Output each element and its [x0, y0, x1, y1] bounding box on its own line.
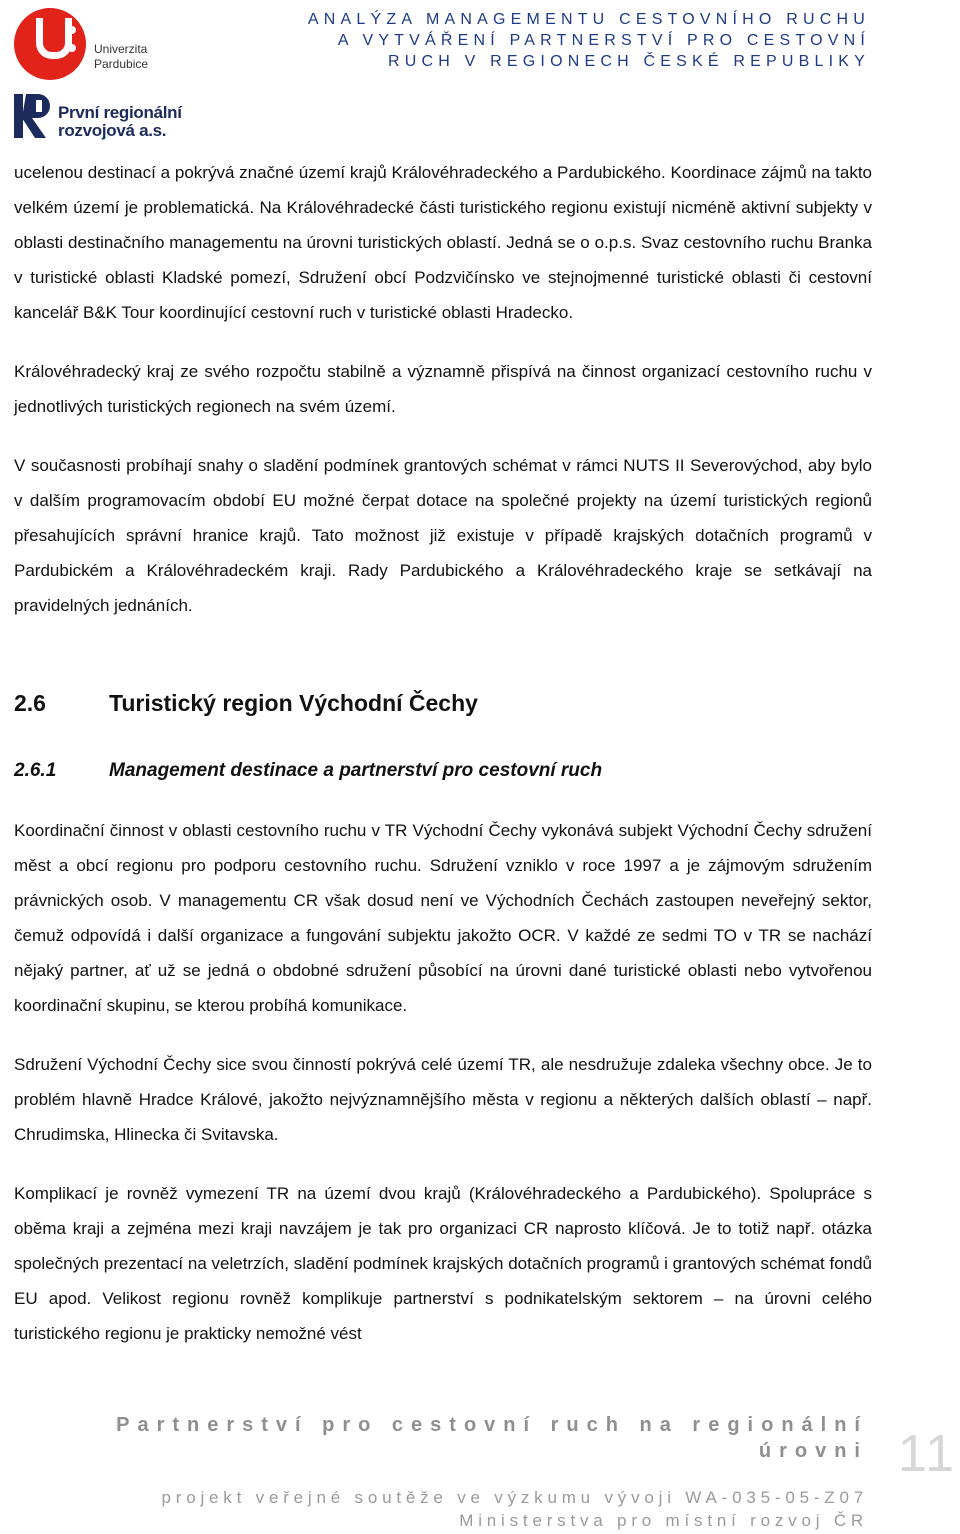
paragraph: ucelenou destinací a pokrývá značné území krajů Královéhradeckého a Pardubického. Koordinace zájmů na takto velkém území je problematická. Na Královéhradecké části turistického regionu existují nicméně aktivní subjekty v oblasti destinačního managementu na úrovni turistických oblastí. Jedná se o o.p.s. Svaz cestovního ruchu Branka v turistické oblasti Kladské pomezí, Sdružení obcí Podzvičínsko ve stejnojmenné turistické oblasti či cestovní kancelář B&K Tour koordinující cestovní ruch v turistické oblasti Hradecko. [14, 163, 872, 322]
paragraph: Komplikací je rovněž vymezení TR na území dvou krajů (Královéhradeckého a Pardubického). Spolupráce s oběma kraji a zejména mezi kraji navzájem je tak pro organizaci CR naprosto klíčová. Je to totiž např. otázka společných prezentací na veletrzích, sladění podmínek krajských dotačních programů i grantových schémat fondů EU apod. Velikost regionu rovněž komplikuje partnerství s podnikatelským sektorem – na úrovni celého turistického regionu je prakticky nemožné vést [14, 1184, 873, 1343]
partner-logo [14, 90, 214, 146]
footer-title: Partnerství pro cestovní ruch na regionální úrovni [116, 1414, 868, 1462]
section-heading [14, 690, 478, 717]
body-text-bottom [14, 813, 872, 1351]
paragraph: Sdružení Východní Čechy sice svou činností pokrývá celé území TR, ale nesdružuje zdaleka všechny obce. Je to problém hlavně Hradce Králové, jakožto nejvýznamnějšího města v regionu a některých dalších oblastí – např. Chrudimska, Hlinecka či Svitavska. [14, 1055, 872, 1144]
subsection-number: 2.6.1 [14, 760, 57, 781]
university-logo [14, 8, 174, 80]
section-number: 2.6 [14, 690, 46, 716]
header-title-line: RUCH V REGIONECH ČESKÉ REPUBLIKY [387, 53, 870, 70]
footer-project-line: projekt veřejné soutěže ve výzkumu vývoji WA-035-05-Z07 [161, 1488, 868, 1507]
subsection-heading [14, 760, 602, 782]
body-text-top [14, 155, 872, 623]
paragraph: V současnosti probíhají snahy o sladění podmínek grantových schémat v rámci NUTS II Severovýchod, aby bylo v dalším programovacím období EU možné čerpat dotace na společné projekty na území turistických regionů přesahujících správní hranice krajů. Tato možnost již existuje v případě krajských dotačních programů v Pardubickém a Královéhradeckém kraji. Rady Pardubického a Královéhradeckého kraje se setkávají na pravidelných jednáních. [14, 456, 872, 615]
university-badge-icon [14, 8, 86, 80]
partner-logo-icon [14, 90, 54, 140]
section-title: Turistický region Východní Čechy [109, 690, 478, 716]
page-number: 11 [898, 1425, 956, 1483]
document-header-title [308, 9, 870, 72]
university-name: Univerzita Pardubice [94, 42, 149, 71]
paragraph: Královéhradecký kraj ze svého rozpočtu stabilně a významně přispívá na činnost organizací cestovního ruchu v jednotlivých turistických regionech na svém území. [14, 362, 872, 416]
header-title-line: A VYTVÁŘENÍ PARTNERSTVÍ PRO CESTOVNÍ [337, 32, 870, 49]
paragraph: Koordinační činnost v oblasti cestovního ruchu v TR Východní Čechy vykonává subjekt Východní Čechy sdružení měst a obcí regionu pro podporu cestovního ruchu. Sdružení vzniklo v roce 1997 a je zájmovým sdružením právnických osob. V managementu CR však dosud není ve Východních Čechách zastoupen neveřejný sektor, čemuž odpovídá i další organizace a fungování subjektu jakožto OCR. V každé ze sedmi TO v TR se nachází nějaký partner, ať už se jedná o obdobné sdružení působící na úrovni dané turistické oblasti nebo vytvořenou koordinační skupinu, se kterou probíhá komunikace. [14, 821, 872, 1015]
header-title-line: ANALÝZA MANAGEMENTU CESTOVNÍHO RUCHU [307, 11, 870, 28]
partner-name: První regionální rozvojová a.s. [58, 103, 182, 140]
footer-ministry-line: Ministerstva pro místní rozvoj ČR [459, 1511, 868, 1530]
subsection-title: Management destinace a partnerství pro cestovní ruch [109, 760, 603, 781]
